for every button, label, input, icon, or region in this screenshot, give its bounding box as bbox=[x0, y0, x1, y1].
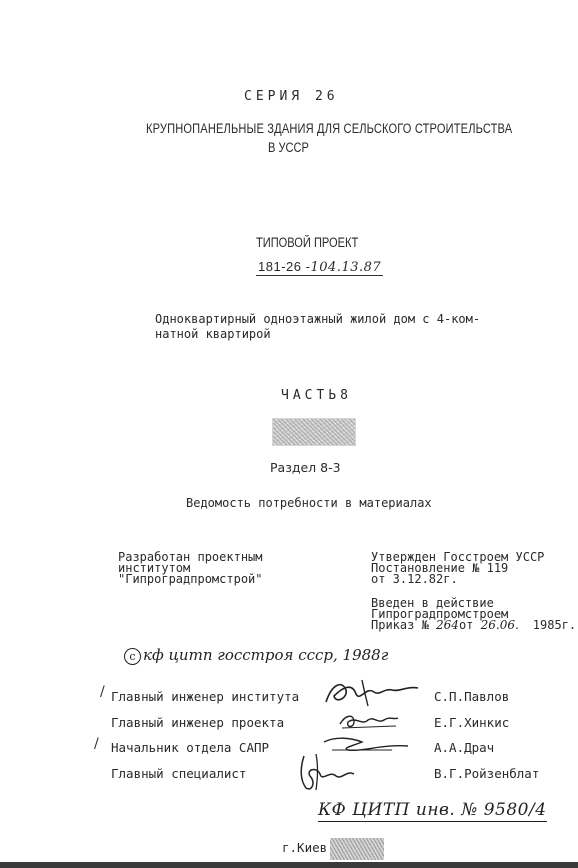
signatory-name-4: В.Г.Ройзенблат bbox=[434, 766, 540, 781]
developed-by-line-3: "Гипроградпромстрой" bbox=[118, 572, 263, 586]
city-stamp bbox=[330, 838, 384, 860]
project-code-printed: 181-26 bbox=[258, 259, 302, 274]
signatory-name-2: Е.Г.Хинкис bbox=[434, 715, 510, 730]
enacted-line-2: Гипроградпромстроем bbox=[371, 607, 509, 621]
order-number: 264 bbox=[436, 618, 459, 632]
signatory-title-2: Главный инженер проекта bbox=[111, 715, 285, 730]
heading-line-1: КРУПНОПАНЕЛЬНЫЕ ЗДАНИЯ ДЛЯ СЕЛЬСКОГО СТРОИТЕЛЬСТВА bbox=[146, 121, 513, 136]
tick-mark-3: / bbox=[94, 736, 99, 752]
developed-by-block bbox=[118, 552, 263, 585]
signatory-name-3: А.А.Драч bbox=[434, 740, 495, 755]
series-title: СЕРИЯ 26 bbox=[244, 89, 339, 104]
part-title: ЧАСТЬ8 bbox=[281, 388, 352, 403]
description-line-1: Одноквартирный одноэтажный жилой дом с 4-ком- bbox=[155, 312, 481, 326]
developed-by-line-2: институтом bbox=[118, 561, 191, 575]
tick-mark-1: / bbox=[100, 684, 105, 700]
signature-royzenblat bbox=[296, 752, 366, 794]
enacted-line-1: Введен в действие bbox=[371, 596, 494, 610]
approved-line-3: от 3.12.82г. bbox=[371, 572, 458, 586]
developed-by-line-1: Разработан проектным bbox=[118, 550, 263, 564]
inventory-stamp-text: КФ ЦИТП инв. № 9580/4 bbox=[318, 800, 547, 820]
project-type: ТИПОВОЙ ПРОЕКТ bbox=[256, 235, 359, 250]
signatory-name-1: С.П.Павлов bbox=[434, 689, 510, 704]
order-year: 1985г. bbox=[532, 618, 577, 632]
document-title: Ведомость потребности в материалах bbox=[186, 496, 432, 510]
signature-khinkis bbox=[338, 710, 400, 732]
copyright-icon: с bbox=[124, 648, 141, 665]
signatory-title-4: Главный специалист bbox=[111, 766, 247, 781]
signatory-title-3: Начальник отдела САПР bbox=[111, 740, 270, 755]
inventory-stamp bbox=[318, 800, 547, 820]
enacted-line-3 bbox=[371, 620, 576, 631]
copyright-stamp bbox=[124, 646, 388, 665]
order-date: 26.06. bbox=[480, 618, 519, 632]
heading-line-2: В УССР bbox=[268, 140, 309, 155]
city: г.Киев bbox=[282, 840, 328, 855]
copyright-stamp-text: кф цитп госстроя сссp, 1988г bbox=[143, 646, 389, 664]
project-code-handwritten: -104.13.87 bbox=[305, 260, 382, 275]
project-code bbox=[256, 259, 383, 275]
approved-block bbox=[371, 552, 544, 585]
section-title: Раздел 8-3 bbox=[270, 460, 341, 475]
order-prefix: Приказ № bbox=[371, 618, 437, 632]
bottom-edge-bar bbox=[0, 862, 578, 868]
order-mid: от bbox=[458, 618, 481, 632]
signature-pavlov bbox=[322, 676, 422, 710]
part-stamp bbox=[272, 418, 356, 446]
description-line-2: натной квартирой bbox=[155, 327, 271, 341]
signatory-title-1: Главный инженер института bbox=[111, 689, 300, 704]
enacted-block bbox=[371, 598, 576, 631]
approved-line-2: Постановление № 119 bbox=[371, 561, 509, 575]
approved-line-1: Утвержден Госстроем УССР bbox=[371, 550, 545, 564]
